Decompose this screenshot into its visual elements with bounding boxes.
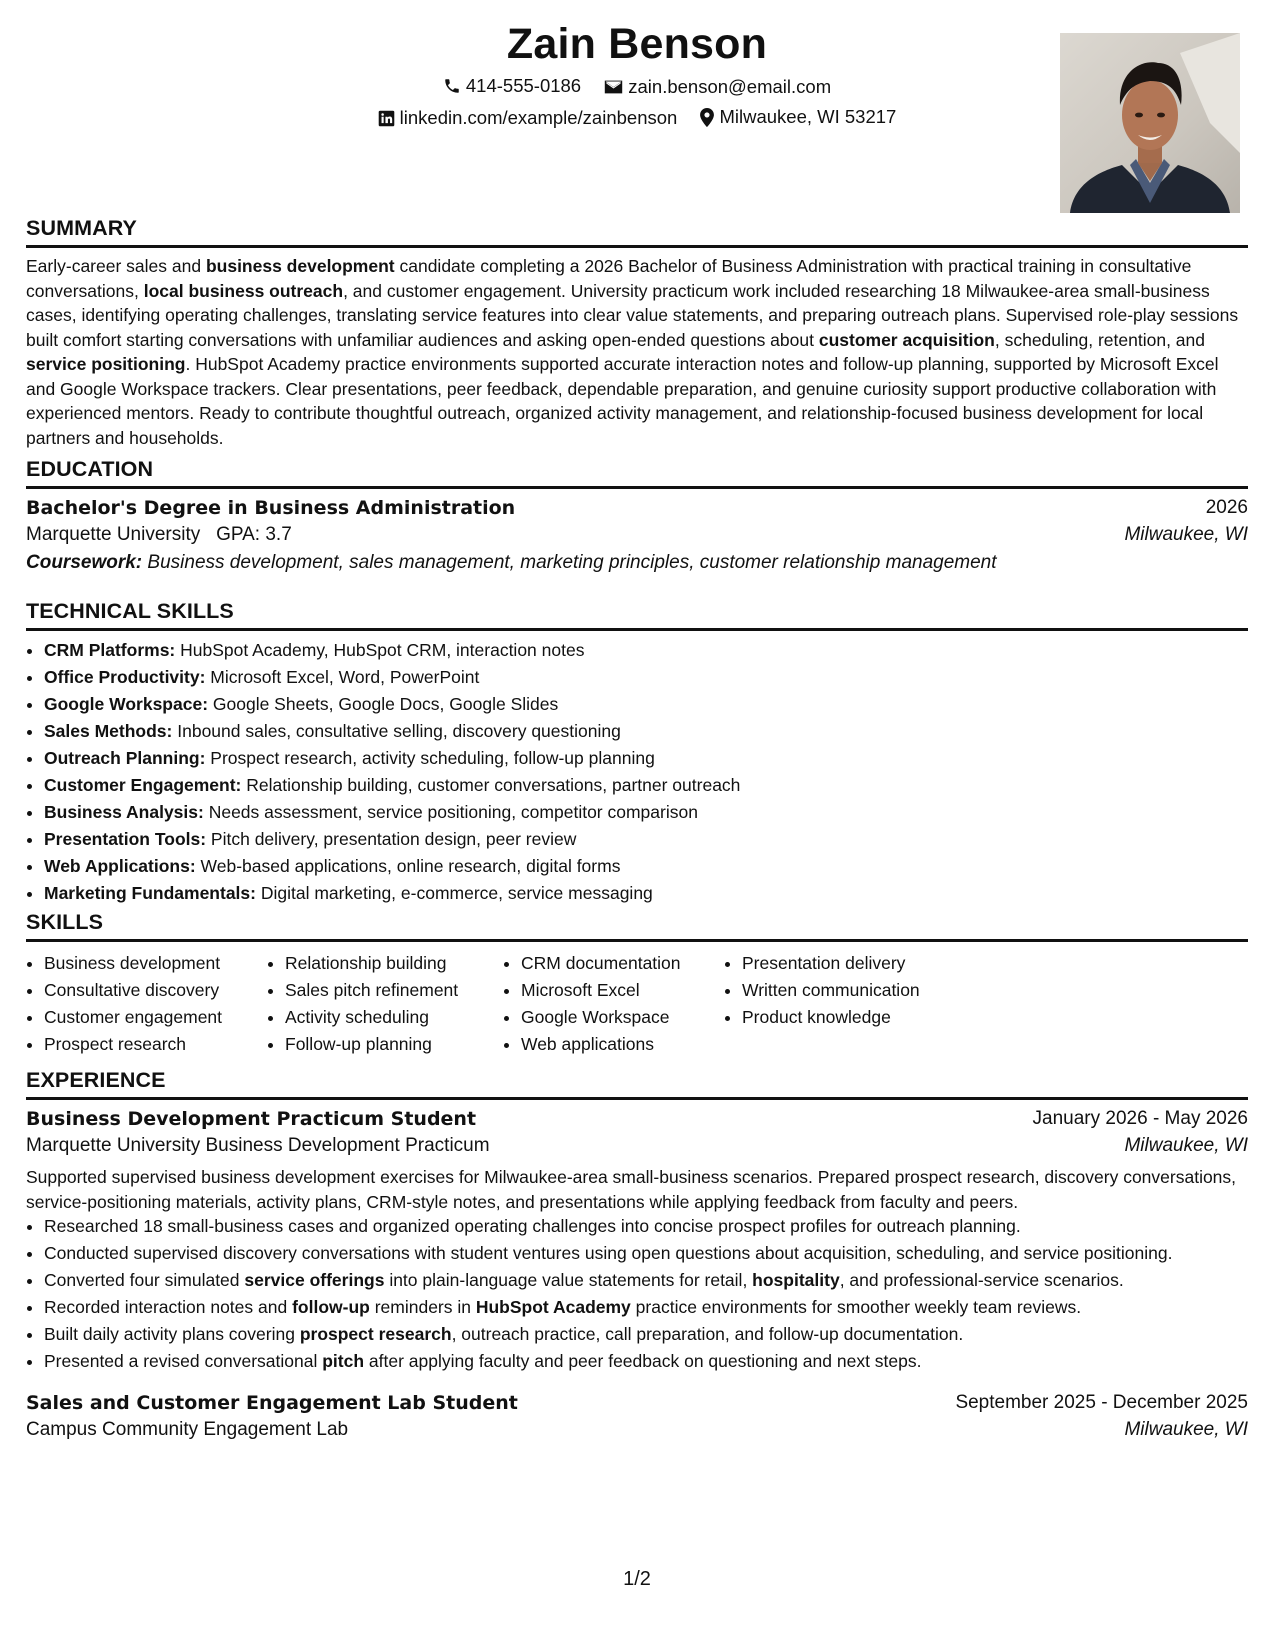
resume-page: [26, 0, 1248, 1650]
education-section: [26, 457, 1248, 574]
bullet-text: practice environments for smoother weekly team reviews.: [630, 1297, 1082, 1317]
summary-text: candidate completing a 2026 Bachelor of Business Administration with practical training in consultative conversations,: [26, 256, 1192, 301]
skills-section: [26, 910, 1248, 1058]
bullet-text: , and professional-service scenarios.: [839, 1270, 1124, 1290]
list-item: [44, 1349, 1248, 1374]
list-item: • Written communication: [742, 977, 982, 1004]
technical-skills-heading: TECHNICAL SKILLS: [26, 599, 1248, 631]
list-item: [44, 1322, 1248, 1347]
coursework-label: Coursework:: [26, 552, 143, 573]
skill-detail: HubSpot Academy, HubSpot CRM, interaction notes: [175, 640, 585, 660]
list-item: • Relationship building: [285, 950, 497, 977]
job-2-role: Sales and Customer Engagement Lab Student: [26, 1391, 518, 1414]
email-contact: [604, 76, 831, 98]
graduation-year: 2026: [1205, 497, 1248, 518]
summary-keyword: customer acquisition: [818, 329, 995, 350]
gpa: GPA: 3.7: [216, 524, 292, 545]
summary-heading: SUMMARY: [26, 216, 1248, 248]
skills-column-2: [261, 950, 497, 1058]
list-item: • Activity scheduling: [285, 1004, 497, 1031]
bullet-text: Built daily activity plans covering: [44, 1324, 300, 1344]
bullet-text: reminders in: [369, 1297, 476, 1317]
list-item: • Business development: [44, 950, 261, 977]
skill-category: Google Workspace:: [44, 694, 209, 714]
job-2-org-row: [26, 1419, 1248, 1441]
phone-icon: [443, 77, 461, 95]
job-2-org: Campus Community Engagement Lab: [26, 1418, 349, 1440]
skills-columns: [26, 950, 1248, 1058]
experience-heading: EXPERIENCE: [26, 1068, 1248, 1100]
list-item: • Sales pitch refinement: [285, 977, 497, 1004]
skill-category: Outreach Planning:: [44, 748, 206, 768]
bullet-keyword: service offerings: [244, 1270, 385, 1290]
location-contact: [700, 106, 896, 128]
skills-column-3: [497, 950, 718, 1058]
list-item: • Microsoft Excel: [521, 977, 718, 1004]
list-item: [44, 826, 1248, 853]
skill-detail: Prospect research, activity scheduling, follow-up planning: [205, 748, 655, 768]
skill-category: Presentation Tools:: [44, 829, 207, 849]
skills-heading: SKILLS: [26, 910, 1248, 942]
list-item: [44, 880, 1248, 907]
list-item: • Presentation delivery: [742, 950, 982, 977]
education-row: [26, 497, 1248, 519]
bullet-keyword: HubSpot Academy: [475, 1297, 631, 1317]
skill-category: Marketing Fundamentals:: [44, 883, 256, 903]
list-item: • Consultative discovery: [44, 977, 261, 1004]
map-pin-icon: [700, 108, 714, 127]
skill-category: Business Analysis:: [44, 802, 204, 822]
skill-category: Sales Methods:: [44, 721, 173, 741]
linkedin-contact: [378, 107, 678, 129]
bullet-text: Recorded interaction notes and: [44, 1297, 293, 1317]
list-item: [44, 637, 1248, 664]
profile-photo: [1060, 33, 1240, 213]
bullet-text: Converted four simulated: [44, 1270, 245, 1290]
experience-section: [26, 1068, 1248, 1441]
summary-section: [26, 216, 1248, 450]
linkedin-url: linkedin.com/example/zainbenson: [399, 107, 678, 128]
list-item: [44, 853, 1248, 880]
bullet-text: after applying faculty and peer feedback on questioning and next steps.: [364, 1351, 922, 1371]
envelope-icon: [604, 79, 623, 95]
list-item: [44, 1295, 1248, 1320]
summary-keyword: service positioning: [26, 354, 186, 374]
phone-number: 414-555-0186: [465, 75, 582, 96]
skill-detail: Microsoft Excel, Word, PowerPoint: [205, 667, 480, 687]
list-item: [44, 664, 1248, 691]
job-2-location: Milwaukee, WI: [1124, 1418, 1248, 1440]
list-item: • Web applications: [521, 1031, 718, 1058]
job-2-header: [26, 1392, 1248, 1414]
list-item: • Product knowledge: [742, 1004, 982, 1031]
bullet-keyword: follow-up: [292, 1297, 370, 1317]
skill-detail: Digital marketing, e-commerce, service messaging: [255, 883, 653, 903]
list-item: [44, 799, 1248, 826]
list-item: • Google Workspace: [521, 1004, 718, 1031]
job-1-org: Marquette University Business Development Practicum: [26, 1135, 490, 1156]
list-item: • Follow-up planning: [285, 1031, 497, 1058]
bullet-text: , outreach practice, call preparation, and follow-up documentation.: [451, 1324, 964, 1344]
school-name: Marquette University: [26, 524, 201, 545]
list-item: • Customer engagement: [44, 1004, 261, 1031]
job-1-description: Supported supervised business development exercises for Milwaukee-area small-business scenarios. Prepared prospect research, discovery conversations, service-positioning materials, activity plans, CRM-style notes, and presentations while applying feedback from faculty and peers.: [26, 1167, 1237, 1212]
school-info: [26, 524, 292, 546]
bullet-keyword: pitch: [322, 1351, 365, 1371]
skill-category: Web Applications:: [44, 856, 196, 876]
summary-keyword: local business outreach: [143, 280, 344, 301]
bullet-keyword: prospect research: [299, 1324, 452, 1344]
linkedin-icon: [378, 110, 395, 127]
school-location: Milwaukee, WI: [1124, 524, 1248, 545]
candidate-name: Zain Benson: [506, 20, 768, 68]
coursework: [26, 552, 1248, 574]
portrait-image: [1060, 33, 1240, 213]
skill-category: CRM Platforms:: [44, 640, 176, 660]
summary-keyword: business development: [205, 256, 395, 276]
list-item: [44, 718, 1248, 745]
summary-text: , and customer engagement. University practicum work included researching 18 Milwaukee-area small-business cases, identifying operating challenges, translating service features into clear value statements, and preparing outreach plans. Supervised role-play sessions built comfort starting conversations with unfamiliar audiences and asking open-ended questions about: [26, 280, 1239, 350]
page-number: 1/2: [623, 1568, 651, 1590]
list-item: • Conducted supervised discovery conversations with student ventures using open questions about acquisition, scheduling, and service positioning.: [44, 1241, 1248, 1266]
school-row: [26, 524, 1248, 546]
list-item: [44, 745, 1248, 772]
job-1-bullets: [26, 1214, 1248, 1374]
job-1-role: Business Development Practicum Student: [26, 1108, 477, 1130]
skill-category: Office Productivity:: [44, 667, 206, 687]
list-item: • Researched 18 small-business cases and organized operating challenges into concise prospect profiles for outreach planning.: [44, 1214, 1248, 1239]
list-item: • CRM documentation: [521, 950, 718, 977]
bullet-keyword: hospitality: [752, 1270, 840, 1290]
job-1-dates: January 2026 - May 2026: [1032, 1108, 1248, 1129]
skills-column-4: [718, 950, 982, 1058]
location-text: Milwaukee, WI 53217: [719, 106, 897, 127]
skill-detail: Pitch delivery, presentation design, peer review: [206, 829, 577, 849]
degree-title: Bachelor's Degree in Business Administration: [26, 497, 516, 519]
technical-skills-list: [26, 637, 1248, 907]
skill-detail: Google Sheets, Google Docs, Google Slides: [208, 694, 559, 714]
technical-skills-section: [26, 599, 1248, 907]
coursework-text: Business development, sales management, marketing principles, customer relationship management: [142, 552, 997, 573]
phone-contact: [443, 75, 581, 97]
summary-text: , scheduling, retention, and: [994, 329, 1206, 350]
list-item: [44, 691, 1248, 718]
job-2-dates: September 2025 - December 2025: [955, 1391, 1248, 1413]
list-item: [44, 1268, 1248, 1293]
summary-text: . HubSpot Academy practice environments supported accurate interaction notes and follow-up planning, supported by Microsoft Excel and Google Workspace trackers. Clear presentations, peer feedback, dependable preparation, and genuine curiosity support productive collaboration with experienced mentors. Ready to contribute thoughtful outreach, organized activity management, and relationship-focused business development for local partners and households.: [26, 354, 1219, 448]
skills-column-1: [26, 950, 261, 1058]
bullet-text: Presented a revised conversational: [44, 1351, 323, 1371]
skill-detail: Relationship building, customer conversations, partner outreach: [241, 775, 741, 795]
job-1-location: Milwaukee, WI: [1124, 1135, 1248, 1156]
skill-detail: Web-based applications, online research, digital forms: [195, 856, 621, 876]
summary-text: Early-career sales and: [26, 256, 206, 276]
skill-detail: Needs assessment, service positioning, competitor comparison: [203, 802, 698, 822]
skill-category: Customer Engagement:: [44, 775, 242, 795]
education-heading: EDUCATION: [26, 457, 1248, 489]
list-item: • Prospect research: [44, 1031, 261, 1058]
job-1-org-row: [26, 1135, 1248, 1157]
list-item: [44, 772, 1248, 799]
email-address: zain.benson@email.com: [628, 76, 832, 97]
bullet-text: into plain-language value statements for retail,: [384, 1270, 753, 1290]
skill-detail: Inbound sales, consultative selling, discovery questioning: [172, 721, 621, 741]
job-1-header: [26, 1108, 1248, 1130]
summary-paragraph: [26, 254, 1248, 450]
